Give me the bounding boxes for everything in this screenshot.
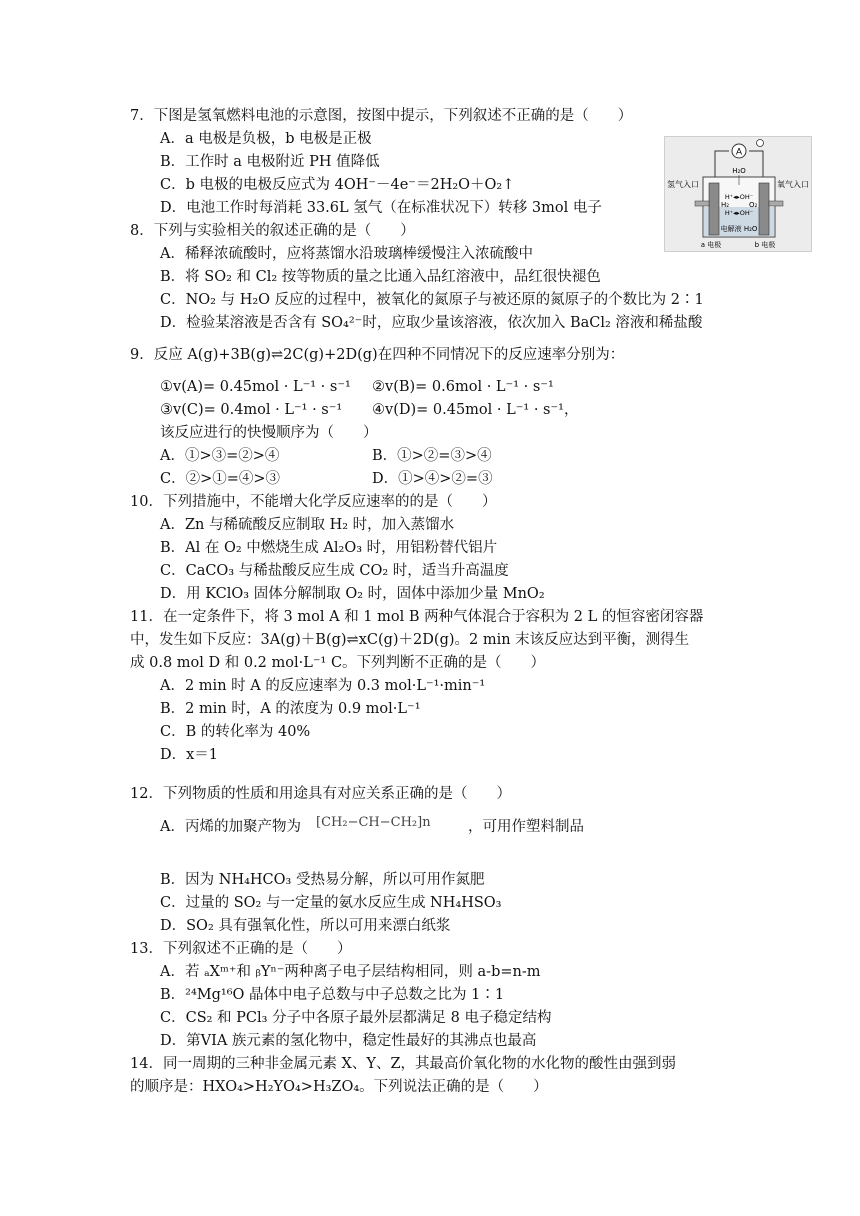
q7-option-a: A．a 电极是负极，b 电极是正极 — [160, 131, 372, 147]
q11-stem-line-3: 成 0.8 mol D 和 0.2 mol·L⁻¹ C。下列判断不正确的是（ ） — [130, 655, 546, 671]
ion-flow-label-2: H⁺◂▸OH⁻ — [724, 209, 754, 217]
q7-stem: 7．下图是氢氧燃料电池的示意图，按图中提示，下列叙述不正确的是（ ） — [130, 108, 633, 124]
q14-stem-line-1: 14．同一周期的三种非金属元素 X、Y、Z，其最高价氧化物的水化物的酸性由强到弱 — [130, 1056, 677, 1072]
q13-option-c: C．CS₂ 和 PCl₃ 分子中各原子最外层都满足 8 电子稳定结构 — [160, 1010, 552, 1026]
q11-option-d: D．x＝1 — [160, 747, 219, 763]
q12-option-b: B．因为 NH₄HCO₃ 受热易分解，所以可用作氮肥 — [160, 872, 485, 888]
q10-stem: 10．下列措施中，不能增大化学反应速率的的是（ ） — [130, 494, 497, 510]
q7-option-d: D．电池工作时每消耗 33.6L 氢气（在标准状况下）转移 3mol 电子 — [160, 200, 602, 216]
q13-option-b: B．²⁴Mg¹⁶O 晶体中电子总数与中子总数之比为 1∶1 — [160, 987, 505, 1003]
q13-stem: 13．下列叙述不正确的是（ ） — [130, 941, 352, 957]
hydrogen-inlet-label: 氢气入口 — [667, 180, 699, 189]
ion-flow-label-1: H⁺◂▸OH⁻ — [724, 193, 754, 201]
q7-option-b: B．工作时 a 电极附近 PH 值降低 — [160, 154, 380, 170]
q12-option-d: D．SO₂ 具有强氧化性，所以可用来漂白纸浆 — [160, 918, 451, 934]
q9-option-b: B．①>②=③>④ — [372, 448, 492, 464]
q9-rate-1: ①v(A)= 0.45mol · L⁻¹ · s⁻¹ — [160, 379, 351, 395]
q12-option-a-suffix: ，可用作塑料制品 — [468, 819, 584, 835]
q8-option-b: B．将 SO₂ 和 Cl₂ 按等物质的量之比通入品红溶液中，品红很快褪色 — [160, 269, 601, 285]
q8-option-d: D．检验某溶液是否含有 SO₄²⁻时，应取少量该溶液，依次加入 BaCl₂ 溶液和稀盐酸 — [160, 315, 703, 331]
polypropylene-formula: [CH₂−CH−CH₂]n — [316, 815, 431, 830]
q9-rate-3: ③v(C)= 0.4mol · L⁻¹ · s⁻¹ — [160, 402, 343, 418]
q10-option-b: B．Al 在 O₂ 中燃烧生成 Al₂O₃ 时，用铝粉替代铝片 — [160, 540, 498, 556]
q9-rate-4: ④v(D)= 0.45mol · L⁻¹ · s⁻¹， — [372, 402, 579, 418]
h2-label: H₂ — [721, 201, 730, 209]
q9-option-d: D．①>④>②=③ — [372, 471, 493, 487]
q11-option-b: B．2 min 时，A 的浓度为 0.9 mol·L⁻¹ — [160, 701, 421, 717]
q8-option-a: A．稀释浓硫酸时，应将蒸馏水沿玻璃棒缓慢注入浓硫酸中 — [160, 246, 533, 262]
q10-option-c: C．CaCO₃ 与稀盐酸反应生成 CO₂ 时，适当升高温度 — [160, 563, 509, 579]
b-electrode-label: b 电极 — [754, 241, 776, 249]
q11-stem-line-2: 中，发生如下反应：3A(g)＋B(g)⇌xC(g)＋2D(g)。2 min 末该反应达到平衡，测得生 — [130, 632, 690, 648]
q13-option-d: D．第VIA 族元素的氢化物中，稳定性最好的其沸点也最高 — [160, 1033, 537, 1049]
q12-stem: 12．下列物质的性质和用途具有对应关系正确的是（ ） — [130, 786, 511, 802]
o2-label: O₂ — [749, 201, 758, 209]
a-electrode-label: a 电极 — [700, 241, 722, 249]
q11-option-c: C．B 的转化率为 40% — [160, 724, 311, 740]
oxygen-inlet-label: 氧气入口 — [777, 180, 809, 189]
q8-option-c: C．NO₂ 与 H₂O 反应的过程中，被氧化的氮原子与被还原的氮原子的个数比为 2∶1 — [160, 292, 704, 308]
q9-option-c: C．②>①=④>③ — [160, 471, 281, 487]
q10-option-d: D．用 KClO₃ 固体分解制取 O₂ 时，固体中添加少量 MnO₂ — [160, 586, 545, 602]
q13-option-a: A．若 ₐXᵐ⁺和 ᵦYⁿ⁻两种离子电子层结构相同，则 a-b=n-m — [160, 964, 541, 980]
q11-stem-line-1: 11．在一定条件下，将 3 mol A 和 1 mol B 两种气体混合于容积为 2 L 的恒容密闭容器 — [130, 609, 704, 625]
q9-ask: 该反应进行的快慢顺序为（ ） — [160, 425, 378, 441]
q9-rate-2: ②v(B)= 0.6mol · L⁻¹ · s⁻¹ — [372, 379, 554, 395]
ammeter-label: A — [735, 146, 743, 157]
q9-stem: 9．反应 A(g)+3B(g)⇌2C(g)+2D(g)在四种不同情况下的反应速率分别为： — [130, 347, 625, 363]
q7-option-c: C．b 电极的电极反应式为 4OH⁻－4e⁻＝2H₂O＋O₂↑ — [160, 177, 515, 193]
q8-stem: 8．下列与实验相关的叙述正确的是（ ） — [130, 223, 415, 239]
q9-option-a: A．①>③=②>④ — [160, 448, 280, 464]
q10-option-a: A．Zn 与稀硫酸反应制取 H₂ 时，加入蒸馏水 — [160, 517, 455, 533]
water-label: H₂O — [732, 167, 746, 175]
q14-stem-line-2: 的顺序是：HXO₄>H₂YO₄>H₃ZO₄。下列说法正确的是（ ） — [130, 1079, 548, 1095]
q12-option-c: C．过量的 SO₂ 与一定量的氨水反应生成 NH₄HSO₃ — [160, 895, 502, 911]
fuel-cell-diagram — [664, 136, 812, 252]
electrolyte-label: 电解液 H₂O — [720, 225, 758, 233]
q11-option-a: A．2 min 时 A 的反应速率为 0.3 mol·L⁻¹·min⁻¹ — [160, 678, 486, 694]
q12-option-a-prefix: A．丙烯的加聚产物为 — [160, 819, 301, 835]
